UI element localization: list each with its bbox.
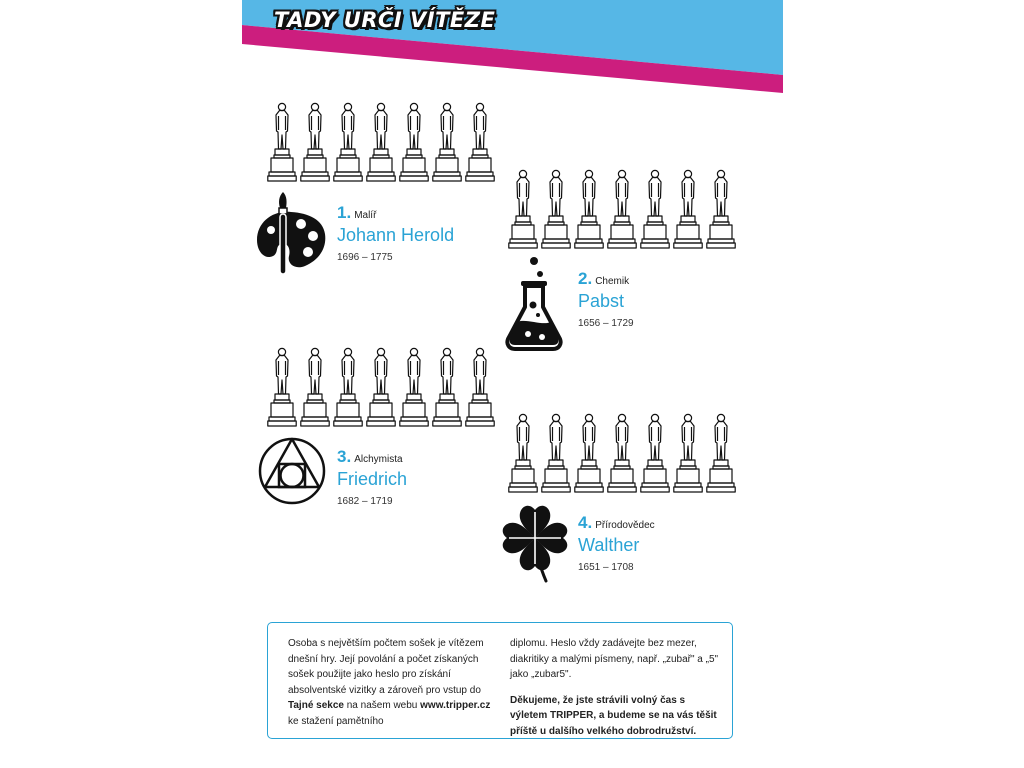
entry-name: Friedrich [337,469,408,489]
statue-icon [432,346,462,428]
statue-icon [399,101,429,183]
brochure-page [242,0,783,768]
statue-icon [541,412,571,494]
statue-icon [267,101,297,183]
statue-icon [541,168,571,250]
statue-icon [508,412,538,494]
statue-icon [508,168,538,250]
statue-icon [607,412,637,494]
statue-icon [673,412,703,494]
entry-name: Walther [578,535,640,555]
page-title: TADY URČI VÍTĚZE [274,8,496,32]
statue-row-1 [267,101,495,183]
flask-icon [504,255,564,351]
statue-row-2 [508,168,736,250]
entry-number: 2. [578,269,593,288]
statue-icon [465,346,495,428]
statue-icon [465,101,495,183]
statue-icon [432,101,462,183]
entry-profession: Přírodovědec [595,520,655,531]
entry-name: Pabst [578,291,625,311]
statue-icon [607,168,637,250]
entry-profession: Malíř [354,210,377,221]
entry-name: Johann Herold [337,225,455,245]
entry-1 [337,203,454,263]
info-column-left [288,636,503,729]
statue-icon [300,101,330,183]
statue-icon [366,346,396,428]
entry-2 [578,269,634,329]
entry-number: 3. [337,447,352,466]
statue-icon [706,412,736,494]
entry-years: 1651 – 1708 [578,562,634,573]
entry-number: 1. [337,203,352,222]
thanks-text: Děkujeme, že jste strávili volný čas s výletem TRIPPER, a budeme se na vás těšit příště u dalšího velkého dobrodružství. [510,694,717,737]
statue-icon [574,412,604,494]
entry-profession: Alchymista [354,454,403,465]
statue-icon [640,168,670,250]
entry-years: 1682 – 1719 [337,496,393,507]
alchemy-symbol-icon [257,436,327,506]
info-box [267,622,733,739]
entry-profession: Chemik [595,276,630,287]
info-text: Osoba s největším počtem sošek je vítězem dnešní hry. Její povolání a počet získaných sošek použijte jako heslo pro získání absolventské vizitky a zároveň pro vstup do [288,638,484,696]
entry-years: 1656 – 1729 [578,318,634,329]
statue-row-3 [267,346,495,428]
statue-icon [267,346,297,428]
statue-icon [574,168,604,250]
statue-icon [399,346,429,428]
secret-section-text: Tajné sekce [288,700,344,711]
info-text: ke stažení pamětního [288,715,384,727]
palette-brush-icon [255,190,327,276]
statue-icon [673,168,703,250]
info-column-right [510,636,725,739]
info-text: diplomu. Heslo vždy zadávejte bez mezer, diakritiky a malými písmeny, např. „zubař" a „5" jako „zubar5". [510,638,719,680]
statue-icon [333,101,363,183]
statue-row-4 [508,412,736,494]
entry-years: 1696 – 1775 [337,252,393,263]
statue-icon [640,412,670,494]
statue-icon [300,346,330,428]
statue-icon [706,168,736,250]
statue-icon [333,346,363,428]
entry-number: 4. [578,513,593,532]
entry-3 [337,447,407,507]
statue-icon [366,101,396,183]
website-link[interactable]: www.tripper.cz [420,700,491,711]
four-leaf-clover-icon [498,501,572,583]
entry-4 [578,513,655,573]
info-text: na našem webu [343,700,421,711]
